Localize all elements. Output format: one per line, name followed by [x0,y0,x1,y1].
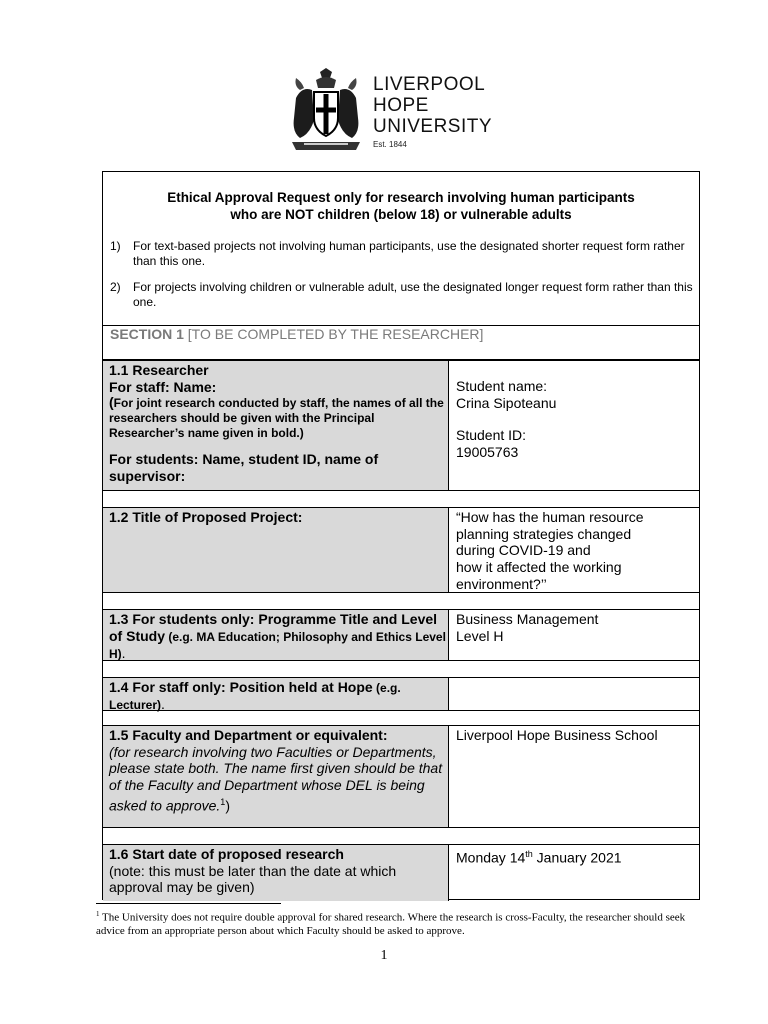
answer-line: Business Management [456,611,599,627]
question-example: (e.g. Lecturer) [109,681,401,712]
section-title [110,326,483,342]
question-note [109,744,448,814]
ordinal-suffix: th [525,849,533,859]
answer-line: during COVID-19 and [456,542,591,559]
punctuation: . [121,644,126,661]
answer-cell-programme[interactable] [449,610,699,660]
footnote [96,908,686,939]
instruction-number: 1) [110,239,121,253]
question-label: 1.5 Faculty and Department or equivalent: [109,727,388,743]
question-label-cell [103,726,449,827]
question-label-cell [103,678,449,710]
question-row-start-date [103,844,699,901]
page-number: 1 [380,948,388,963]
question-heading: 1.1 Researcher [109,362,209,378]
answer-student-name-label: Student name: [456,378,548,394]
answer-student-name: Crina Sipoteanu [456,394,557,411]
answer-cell-faculty[interactable]: Liverpool Hope Business School [456,727,658,743]
answer-cell-position[interactable] [449,678,699,710]
question-row-programme [103,609,699,661]
answer-cell-researcher[interactable] [449,361,699,490]
question-label-cell [103,845,449,901]
answer-date-rest: January 2021 [532,849,622,866]
university-wordmark [373,74,492,149]
answer-student-id-label: Student ID: [456,427,527,444]
instruction-number: 2) [110,280,121,294]
ethics-form [102,171,700,900]
form-title-line2: who are NOT children (below 18) or vulnerable adults [230,207,572,222]
answer-student-id: 19005763 [456,444,519,461]
answer-cell-start-date[interactable] [449,845,699,901]
question-note [109,395,448,441]
form-title-line1: Ethical Approval Request only for research involving human participants [167,190,635,205]
question-staff-label: For staff: Name: [109,378,217,395]
punctuation: . [161,696,165,712]
question-students-label: For students: Name, student ID, name of supervisor: [109,451,379,485]
instruction-text: For text-based projects not involving human participants, use the designated shorter request form rather than this one. [133,239,685,268]
note-text: For joint research conducted by staff, the names of all the researchers should be given with the Principal Researcher’s name given in bold.) [109,396,444,441]
question-label: 1.4 For staff only: Position held at Hope [109,679,373,695]
question-label-cell [103,361,449,490]
form-header [103,172,699,326]
established-year: Est. 1844 [373,140,407,149]
note-text: (for research involving two Faculties or Departments, please state both. The name first given should be that of the Faculty and Department whose DEL is being asked to approve. [109,743,443,814]
wordmark-line: LIVERPOOL [373,74,486,95]
answer-line: planning strategies changed [456,525,632,542]
section-label: SECTION 1 [110,326,184,342]
answer-line: how it affected the working [456,559,622,576]
punctuation: ) [225,797,230,814]
instruction-text: For projects involving children or vulnerable adult, use the designated longer request form rather than this one. [133,280,693,309]
section-subtitle: [TO BE COMPLETED BY THE RESEARCHER] [183,326,484,342]
question-row-faculty [103,725,699,828]
question-note: (note: this must be later than the date at which approval may be given) [109,862,397,896]
question-label-cell [103,610,449,660]
university-logo [286,68,496,154]
question-row-researcher [103,360,699,491]
question-row-position [103,677,699,711]
form-title [103,189,699,223]
footnote-marker: 1 [220,796,226,807]
question-row-title [103,507,699,593]
footnote-separator [96,903,281,904]
section-heading [103,326,699,360]
wordmark-line: UNIVERSITY [373,116,493,137]
question-label: 1.6 Start date of proposed research [109,846,344,862]
question-example: (e.g. MA Education; Philosophy and Ethics Level H) [109,629,446,661]
footnote-text: The University does not require double approval for shared research. Where the research is cross-Faculty, the researcher should seek advice from an appropriate person about which Faculty should be asked to approve. [96,911,686,938]
answer-date-day: Monday 14 [456,849,526,866]
question-label: 1.3 For students only: Programme Title and Level of Study [109,611,438,644]
question-label-cell: 1.2 Title of Proposed Project: [103,508,449,592]
wordmark-line: HOPE [373,95,429,116]
footnote-number: 1 [96,910,100,918]
answer-line: Level H [456,627,504,644]
paren: ( [109,394,114,411]
answer-line: environment?’’ [456,575,547,592]
university-crest-icon [286,68,366,154]
answer-line: “How has the human resource [456,509,644,525]
answer-cell-title[interactable] [449,508,699,592]
